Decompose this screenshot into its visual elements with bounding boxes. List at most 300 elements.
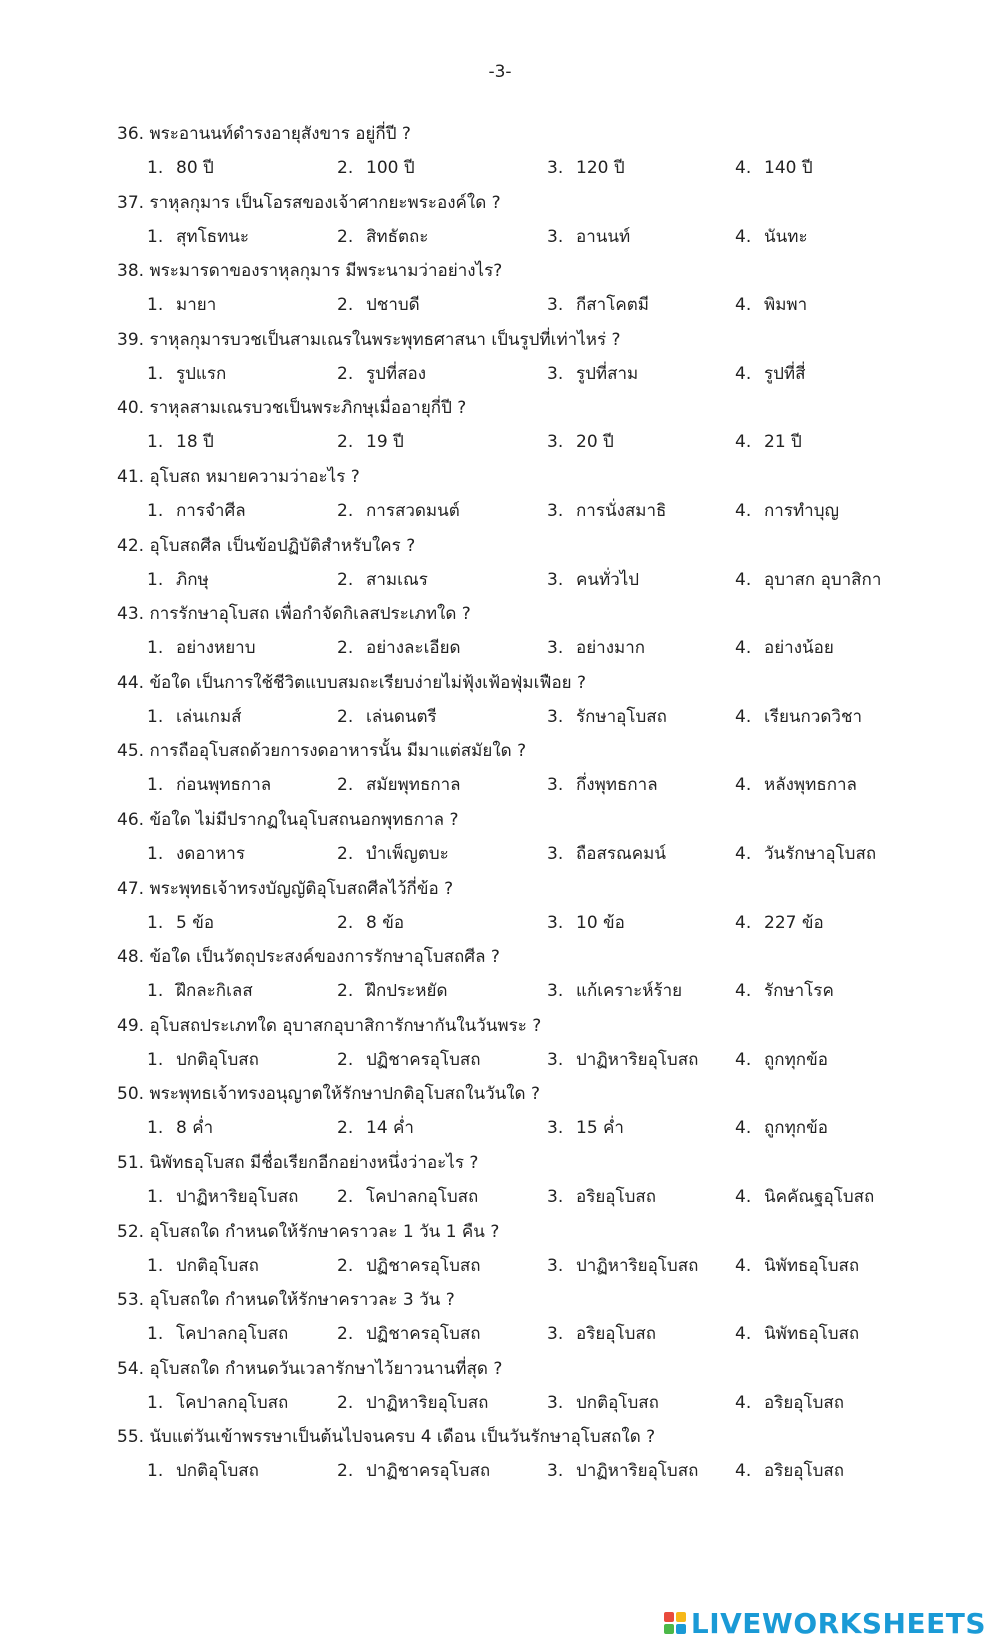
choice-4[interactable] — [735, 906, 824, 940]
choice-3[interactable] — [547, 220, 630, 254]
choice-number: 1. — [147, 1255, 164, 1276]
choice-number: 2. — [337, 569, 354, 590]
choice-3[interactable] — [547, 906, 625, 940]
choice-2[interactable] — [337, 151, 415, 185]
choice-4[interactable] — [735, 494, 839, 528]
choice-text: ปาฏิหาริยอุโบสถ — [576, 1255, 699, 1276]
choice-text: การจำศีล — [176, 500, 246, 521]
choice-number: 1. — [147, 1049, 164, 1070]
choice-number: 4. — [735, 981, 752, 1002]
choice-text: 120 ปี — [576, 158, 625, 178]
choice-text: รูปแรก — [176, 363, 227, 384]
choice-1[interactable] — [147, 1043, 259, 1077]
choice-row — [117, 906, 977, 940]
choice-text: 21 ปี — [764, 432, 802, 453]
choice-number: 3. — [547, 1461, 564, 1482]
choice-number: 2. — [337, 432, 354, 453]
choice-4[interactable] — [735, 1386, 844, 1420]
question-text: 39. ราหุลกุมารบวชเป็นสามเณรในพระพุทธศาสนา เป็นรูปที่เท่าไหร่ ? — [117, 329, 621, 350]
choice-text: ถูกทุกข้อ — [764, 1118, 828, 1139]
choice-number: 4. — [735, 1255, 752, 1276]
choice-number: 4. — [735, 569, 752, 590]
question-43 — [117, 597, 977, 666]
choice-4[interactable] — [735, 700, 862, 734]
choice-2[interactable] — [337, 357, 426, 391]
choice-1[interactable] — [147, 768, 271, 802]
choice-1[interactable] — [147, 1386, 288, 1420]
choice-text: ปาฏิหาริยอุโบสถ — [176, 1186, 299, 1207]
choice-number: 2. — [337, 1461, 354, 1482]
choice-4[interactable] — [735, 1317, 859, 1351]
choice-number: 4. — [735, 775, 752, 796]
choice-1[interactable] — [147, 151, 214, 185]
choice-number: 3. — [547, 1118, 564, 1139]
choice-number: 3. — [547, 1255, 564, 1276]
choice-text: หลังพุทธกาล — [764, 775, 857, 796]
choice-text: เรียนกวดวิชา — [764, 706, 863, 727]
choice-text: สามเณร — [366, 569, 428, 590]
choice-text: เล่นดนตรี — [366, 706, 437, 727]
question-52 — [117, 1215, 977, 1284]
choice-2[interactable] — [337, 1043, 481, 1077]
question-text: 44. ข้อใด เป็นการใช้ชีวิตแบบสมถะเรียบง่ายไม่ฟุ้งเฟ้อฟุ่มเฟือย ? — [117, 672, 587, 693]
choice-number: 2. — [337, 981, 354, 1002]
choice-3[interactable] — [547, 425, 614, 459]
choice-text: นิพัทธอุโบสถ — [764, 1255, 860, 1276]
choice-number: 2. — [337, 1392, 354, 1413]
choice-2[interactable] — [337, 700, 437, 734]
choice-3[interactable] — [547, 494, 666, 528]
choice-number: 2. — [337, 706, 354, 727]
liveworksheets-brand[interactable] — [664, 1608, 986, 1638]
choice-text: ปกติอุโบสถ — [176, 1255, 259, 1276]
choice-1[interactable] — [147, 288, 216, 322]
choice-number: 4. — [735, 295, 752, 316]
choice-text: 8 ค่ำ — [176, 1118, 214, 1139]
choice-row — [117, 1386, 977, 1420]
choice-row — [117, 425, 977, 459]
choice-4[interactable] — [735, 425, 802, 459]
question-text: 55. นับแต่วันเข้าพรรษาเป็นต้นไปจนครบ 4 เดือน เป็นวันรักษาอุโบสถใด ? — [117, 1427, 656, 1448]
choice-row — [117, 1317, 977, 1351]
question-text: 52. อุโบสถใด กำหนดให้รักษาคราวละ 1 วัน 1 คืน ? — [117, 1221, 500, 1242]
choice-number: 1. — [147, 638, 164, 659]
choice-number: 1. — [147, 158, 164, 178]
question-36 — [117, 117, 977, 186]
choice-number: 4. — [735, 1392, 752, 1413]
choice-text: อย่างน้อย — [764, 638, 834, 659]
choice-number: 3. — [547, 432, 564, 453]
choice-number: 4. — [735, 226, 752, 247]
choice-number: 2. — [337, 158, 354, 178]
choice-4[interactable] — [735, 1249, 859, 1283]
question-text: 49. อุโบสถประเภทใด อุบาสกอุบาสิการักษากันในวันพระ ? — [117, 1015, 542, 1036]
question-text: 42. อุโบสถศีล เป็นข้อปฏิบัติสำหรับใคร ? — [117, 535, 416, 556]
choice-number: 2. — [337, 1255, 354, 1276]
choice-row — [117, 220, 977, 254]
choice-3[interactable] — [547, 1386, 659, 1420]
question-text: 37. ราหุลกุมาร เป็นโอรสของเจ้าศากยะพระองค์ใด ? — [117, 192, 501, 213]
choice-number: 3. — [547, 158, 564, 178]
page-number: -3- — [488, 62, 512, 82]
choice-text: การทำบุญ — [764, 500, 839, 521]
choice-2[interactable] — [337, 768, 461, 802]
choice-row — [117, 563, 977, 597]
brand-name: LIVEWORKSHEETS — [690, 1606, 986, 1640]
choice-2[interactable] — [337, 494, 460, 528]
question-text: 46. ข้อใด ไม่มีปรากฏในอุโบสถนอกพุทธกาล ? — [117, 809, 459, 830]
choice-3[interactable] — [547, 288, 649, 322]
choice-row — [117, 631, 977, 665]
choice-number: 2. — [337, 500, 354, 521]
choice-number: 3. — [547, 1324, 564, 1345]
choice-text: 5 ข้อ — [176, 912, 215, 933]
choice-2[interactable] — [337, 837, 449, 871]
choice-3[interactable] — [547, 563, 639, 597]
choice-number: 4. — [735, 912, 752, 933]
choice-row — [117, 1249, 977, 1283]
choice-4[interactable] — [735, 837, 876, 871]
choice-4[interactable] — [735, 288, 807, 322]
choice-2[interactable] — [337, 631, 461, 665]
choice-text: ปฏิชาครอุโบสถ — [366, 1049, 481, 1070]
question-text: 40. ราหุลสามเณรบวชเป็นพระภิกษุเมื่ออายุกี่ปี ? — [117, 398, 467, 419]
choice-text: วันรักษาอุโบสถ — [764, 843, 877, 864]
choice-number: 1. — [147, 706, 164, 727]
choice-1[interactable] — [147, 631, 256, 665]
choice-number: 3. — [547, 226, 564, 247]
choice-1[interactable] — [147, 1317, 288, 1351]
choice-3[interactable] — [547, 151, 625, 185]
choice-number: 2. — [337, 1324, 354, 1345]
choice-4[interactable] — [735, 768, 857, 802]
choice-text: กึ่งพุทธกาล — [576, 775, 658, 796]
choice-number: 2. — [337, 843, 354, 864]
choice-1[interactable] — [147, 357, 226, 391]
logo-square-yellow — [676, 1612, 686, 1622]
choice-number: 1. — [147, 432, 164, 453]
choice-number: 3. — [547, 638, 564, 659]
choice-text: พิมพา — [764, 295, 808, 316]
choice-3[interactable] — [547, 1249, 698, 1283]
choice-number: 4. — [735, 432, 752, 453]
choice-text: ปาฏิหาริยอุโบสถ — [576, 1461, 699, 1482]
choice-text: ปกติอุโบสถ — [176, 1461, 259, 1482]
question-48 — [117, 940, 977, 1009]
choice-number: 1. — [147, 1118, 164, 1139]
question-text: 51. นิพัทธอุโบสถ มีชื่อเรียกอีกอย่างหนึ่งว่าอะไร ? — [117, 1152, 479, 1173]
choice-number: 4. — [735, 1118, 752, 1139]
question-46 — [117, 803, 977, 872]
logo-square-red — [664, 1612, 674, 1622]
choice-number: 1. — [147, 295, 164, 316]
choice-number: 2. — [337, 912, 354, 933]
choice-2[interactable] — [337, 974, 448, 1008]
choice-number: 2. — [337, 363, 354, 384]
choice-number: 3. — [547, 775, 564, 796]
question-50 — [117, 1077, 977, 1146]
choice-row — [117, 1111, 977, 1145]
choice-1[interactable] — [147, 1180, 298, 1214]
question-42 — [117, 529, 977, 598]
choice-text: อุบาสก อุบาสิกา — [764, 569, 882, 590]
choice-number: 1. — [147, 775, 164, 796]
choice-text: อย่างหยาบ — [176, 638, 256, 659]
choice-text: ปาฏิชาครอุโบสถ — [366, 1461, 491, 1482]
choice-4[interactable] — [735, 563, 881, 597]
choice-row — [117, 288, 977, 322]
logo-square-green — [664, 1624, 674, 1634]
choice-number: 2. — [337, 295, 354, 316]
choice-number: 4. — [735, 1324, 752, 1345]
question-text: 38. พระมารดาของราหุลกุมาร มีพระนามว่าอย่างไร? — [117, 261, 503, 282]
question-47 — [117, 872, 977, 941]
choice-number: 1. — [147, 981, 164, 1002]
choice-text: รูปที่สี่ — [764, 363, 806, 384]
choice-3[interactable] — [547, 837, 666, 871]
choice-text: อย่างมาก — [576, 638, 646, 659]
choice-4[interactable] — [735, 1180, 874, 1214]
choice-text: ก่อนพุทธกาล — [176, 775, 272, 796]
choice-text: การนั่งสมาธิ — [576, 500, 667, 521]
choice-text: โคปาลกอุโบสถ — [176, 1324, 289, 1345]
choice-text: แก้เคราะห์ร้าย — [576, 981, 683, 1002]
choice-number: 3. — [547, 912, 564, 933]
choice-number: 2. — [337, 226, 354, 247]
choice-text: กีสาโคตมี — [576, 295, 649, 316]
choice-text: งดอาหาร — [176, 843, 245, 864]
question-text: 50. พระพุทธเจ้าทรงอนุญาตให้รักษาปกติอุโบสถในวันใด ? — [117, 1084, 541, 1105]
choice-1[interactable] — [147, 494, 246, 528]
choice-number: 1. — [147, 1461, 164, 1482]
choice-number: 4. — [735, 706, 752, 727]
choice-text: ปกติอุโบสถ — [176, 1049, 259, 1070]
choice-text: 20 ปี — [576, 432, 614, 453]
choice-row — [117, 700, 977, 734]
choice-text: เล่นเกมส์ — [176, 706, 242, 727]
choice-number: 4. — [735, 1186, 752, 1207]
choice-text: ปฏิชาครอุโบสถ — [366, 1324, 481, 1345]
choice-number: 4. — [735, 1049, 752, 1070]
choice-text: รักษาโรค — [764, 981, 834, 1002]
choice-number: 2. — [337, 775, 354, 796]
choice-4[interactable] — [735, 1111, 828, 1145]
choice-3[interactable] — [547, 631, 645, 665]
choice-text: สิทธัตถะ — [366, 226, 429, 247]
choice-2[interactable] — [337, 425, 404, 459]
logo-square-blue — [676, 1624, 686, 1634]
choice-text: อริยอุโบสถ — [576, 1186, 657, 1207]
choice-text: อริยอุโบสถ — [764, 1392, 845, 1413]
choice-3[interactable] — [547, 357, 638, 391]
choice-text: 227 ข้อ — [764, 912, 824, 933]
choice-number: 3. — [547, 500, 564, 521]
choice-number: 3. — [547, 569, 564, 590]
choice-text: การสวดมนต์ — [366, 500, 460, 521]
choice-3[interactable] — [547, 1043, 698, 1077]
choice-text: โคปาลกอุโบสถ — [176, 1392, 289, 1413]
choice-1[interactable] — [147, 974, 253, 1008]
choice-4[interactable] — [735, 974, 834, 1008]
choice-number: 2. — [337, 638, 354, 659]
choice-2[interactable] — [337, 1386, 488, 1420]
choice-number: 4. — [735, 638, 752, 659]
choice-text: รูปที่สาม — [576, 363, 639, 384]
choice-number: 1. — [147, 363, 164, 384]
choice-2[interactable] — [337, 1180, 478, 1214]
choice-row — [117, 1043, 977, 1077]
choice-text: ถูกทุกข้อ — [764, 1049, 828, 1070]
choice-2[interactable] — [337, 1111, 414, 1145]
question-list — [117, 117, 977, 1489]
choice-3[interactable] — [547, 700, 667, 734]
choice-2[interactable] — [337, 906, 404, 940]
question-54 — [117, 1352, 977, 1421]
choice-number: 4. — [735, 1461, 752, 1482]
question-text: 43. การรักษาอุโบสถ เพื่อกำจัดกิเลสประเภทใด ? — [117, 604, 471, 625]
choice-number: 2. — [337, 1186, 354, 1207]
question-text: 48. ข้อใด เป็นวัตถุประสงค์ของการรักษาอุโบสถศีล ? — [117, 947, 500, 968]
choice-text: ปกติอุโบสถ — [576, 1392, 659, 1413]
choice-number: 4. — [735, 843, 752, 864]
choice-text: 15 ค่ำ — [576, 1118, 624, 1139]
question-text: 36. พระอานนท์ดำรงอายุสังขาร อยู่กี่ปี ? — [117, 124, 411, 144]
choice-text: ปฏิชาครอุโบสถ — [366, 1255, 481, 1276]
choice-2[interactable] — [337, 1249, 481, 1283]
choice-number: 2. — [337, 1049, 354, 1070]
choice-text: ปชาบดี — [366, 295, 420, 316]
choice-2[interactable] — [337, 563, 428, 597]
choice-1[interactable] — [147, 563, 209, 597]
choice-number: 4. — [735, 158, 752, 178]
choice-number: 1. — [147, 569, 164, 590]
choice-text: นิพัทธอุโบสถ — [764, 1324, 860, 1345]
choice-text: อานนท์ — [576, 226, 631, 247]
question-40 — [117, 391, 977, 460]
choice-text: บำเพ็ญตบะ — [366, 843, 449, 864]
choice-text: 19 ปี — [366, 432, 404, 453]
choice-3[interactable] — [547, 1111, 624, 1145]
choice-number: 3. — [547, 1392, 564, 1413]
question-38 — [117, 254, 977, 323]
question-44 — [117, 666, 977, 735]
choice-number: 4. — [735, 500, 752, 521]
choice-text: ถือสรณคมน์ — [576, 843, 666, 864]
choice-number: 1. — [147, 1186, 164, 1207]
choice-1[interactable] — [147, 1249, 259, 1283]
question-39 — [117, 323, 977, 392]
choice-text: สุทโธทนะ — [176, 226, 250, 247]
choice-1[interactable] — [147, 906, 214, 940]
choice-text: 18 ปี — [176, 432, 214, 453]
choice-3[interactable] — [547, 974, 682, 1008]
choice-3[interactable] — [547, 1454, 698, 1488]
choice-text: รักษาอุโบสถ — [576, 706, 667, 727]
choice-1[interactable] — [147, 700, 242, 734]
choice-text: ปาฏิหาริยอุโบสถ — [366, 1392, 489, 1413]
choice-1[interactable] — [147, 425, 214, 459]
choice-4[interactable] — [735, 151, 813, 185]
choice-number: 1. — [147, 500, 164, 521]
question-51 — [117, 1146, 977, 1215]
choice-4[interactable] — [735, 631, 834, 665]
choice-1[interactable] — [147, 220, 249, 254]
choice-text: 14 ค่ำ — [366, 1118, 414, 1139]
question-55 — [117, 1420, 977, 1489]
question-text: 45. การถืออุโบสถด้วยการงดอาหารนั้น มีมาแต่สมัยใด ? — [117, 741, 527, 762]
question-53 — [117, 1283, 977, 1352]
choice-row — [117, 974, 977, 1008]
question-text: 54. อุโบสถใด กำหนดวันเวลารักษาไว้ยาวนานที่สุด ? — [117, 1358, 503, 1379]
choice-3[interactable] — [547, 1180, 656, 1214]
choice-text: อริยอุโบสถ — [576, 1324, 657, 1345]
choice-2[interactable] — [337, 1454, 490, 1488]
choice-text: นันทะ — [764, 226, 808, 247]
choice-text: ปาฏิหาริยอุโบสถ — [576, 1049, 699, 1070]
choice-text: รูปที่สอง — [366, 363, 427, 384]
choice-text: นิคคัณฐอุโบสถ — [764, 1186, 875, 1207]
choice-number: 3. — [547, 1186, 564, 1207]
choice-number: 1. — [147, 1392, 164, 1413]
choice-number: 1. — [147, 226, 164, 247]
choice-row — [117, 1180, 977, 1214]
choice-4[interactable] — [735, 220, 808, 254]
choice-text: 8 ข้อ — [366, 912, 405, 933]
choice-4[interactable] — [735, 1454, 844, 1488]
choice-4[interactable] — [735, 357, 806, 391]
choice-row — [117, 1454, 977, 1488]
choice-text: 10 ข้อ — [576, 912, 625, 933]
choice-row — [117, 768, 977, 802]
question-41 — [117, 460, 977, 529]
choice-text: 80 ปี — [176, 158, 214, 178]
choice-row — [117, 151, 977, 185]
choice-text: มายา — [176, 295, 217, 316]
choice-text: อย่างละเอียด — [366, 638, 461, 659]
choice-number: 3. — [547, 1049, 564, 1070]
choice-4[interactable] — [735, 1043, 828, 1077]
choice-number: 3. — [547, 363, 564, 384]
choice-row — [117, 837, 977, 871]
choice-text: 100 ปี — [366, 158, 415, 178]
choice-2[interactable] — [337, 220, 428, 254]
choice-2[interactable] — [337, 288, 420, 322]
choice-number: 1. — [147, 1324, 164, 1345]
question-text: 53. อุโบสถใด กำหนดให้รักษาคราวละ 3 วัน ? — [117, 1290, 455, 1311]
choice-row — [117, 357, 977, 391]
choice-number: 1. — [147, 912, 164, 933]
choice-text: คนทั่วไป — [576, 569, 640, 590]
question-37 — [117, 186, 977, 255]
choice-1[interactable] — [147, 837, 245, 871]
choice-number: 1. — [147, 843, 164, 864]
choice-1[interactable] — [147, 1454, 259, 1488]
question-45 — [117, 734, 977, 803]
choice-3[interactable] — [547, 768, 658, 802]
choice-3[interactable] — [547, 1317, 656, 1351]
choice-2[interactable] — [337, 1317, 481, 1351]
choice-text: สมัยพุทธกาล — [366, 775, 461, 796]
choice-text: ภิกษุ — [176, 569, 209, 590]
choice-number: 4. — [735, 363, 752, 384]
choice-row — [117, 494, 977, 528]
choice-text: ฝึกละกิเลส — [176, 981, 253, 1002]
choice-number: 3. — [547, 295, 564, 316]
choice-number: 3. — [547, 706, 564, 727]
choice-1[interactable] — [147, 1111, 213, 1145]
question-49 — [117, 1009, 977, 1078]
question-text: 47. พระพุทธเจ้าทรงบัญญัติอุโบสถศีลไว้กี่ข้อ ? — [117, 878, 454, 899]
